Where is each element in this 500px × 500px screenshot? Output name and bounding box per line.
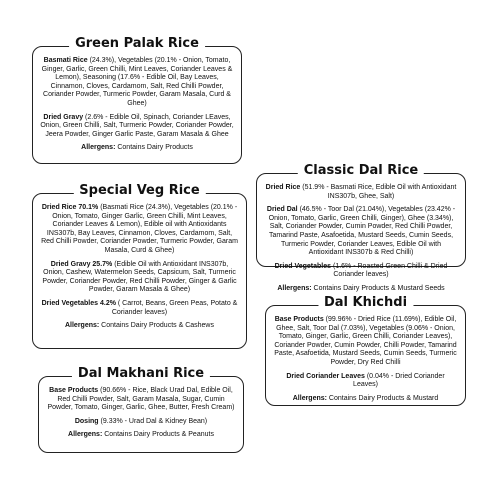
ingredient-dried-gravy [40, 114, 234, 140]
allergens-label: Allergens: [292, 394, 327, 402]
card-title: Dal Khichdi [318, 295, 413, 310]
ingredient-dosing [46, 418, 236, 427]
ingredient-base-products [273, 316, 458, 368]
ingredient-text: (2.6% - Edible Oil, Spinach, Coriander LEaves, Onion, Green Chilli, Salt, Turmeric Powder, Coriander Powder, Jeera Powder, Ginger Garlic Paste, Garam Masala & Ghee [40, 113, 234, 138]
ingredient-dried-gravy [40, 261, 239, 295]
ingredient-dried-vegetables [264, 263, 458, 280]
allergens-text: Contains Dairy Products & Mustard Seeds [311, 284, 445, 292]
ingredient-label: Dried Dal [266, 206, 298, 214]
ingredient-label: Base Products [49, 387, 99, 394]
card-special-veg-rice [32, 183, 247, 349]
allergens-text: Contains Dairy Products [115, 144, 193, 152]
allergens-label: Allergens: [64, 322, 100, 330]
allergens-text: Contains Dairy Products & Mustard [326, 394, 439, 402]
ingredient-label: Dried Vegetables [274, 262, 332, 270]
ingredient-label: Base Products [274, 316, 324, 323]
ingredient-text: (51.9% - Basmati Rice, Edible Oil with Antioxidant INS307b, Ghee, Salt) [300, 184, 457, 200]
card-title: Special Veg Rice [73, 183, 205, 198]
ingredient-text: (0.04% - Dried Coriander Leaves) [353, 372, 445, 389]
ingredient-label: Dried Gravy 25.7% [50, 260, 113, 268]
card-dal-khichdi [265, 295, 466, 406]
ingredient-text: (Edible Oil with Antioxidant INS307b, Onion, Cashew, Watermelon Seeds, Capsicum, Salt, Turmeric Powder, Coriander Powder, Red Chilli Powder, Ginger & Garlic Powder, Garam Masala & Ghee) [42, 260, 237, 294]
allergens-text: Contains Dairy Products & Peanuts [102, 431, 214, 439]
card-dal-makhani-rice [38, 366, 244, 453]
ingredient-dried-vegetables [40, 300, 239, 317]
ingredient-text: (90.66% - Rice, Black Urad Dal, Edible Oil, Red Chilli Powder, Salt, Garam Masala, Sugar, Cumin Powder, Tomato, Ginger, Garlic, Ghee, Butter, Fresh Cream) [47, 387, 235, 412]
ingredient-label: Dried Rice 70.1% [41, 204, 99, 211]
card-title: Classic Dal Rice [298, 163, 424, 178]
ingredient-label: Dried Rice [265, 184, 301, 191]
allergens [264, 285, 458, 294]
ingredient-label: Dried Vegetables 4.2% [41, 299, 116, 307]
ingredient-label: Dried Coriander Leaves [286, 372, 365, 380]
ingredient-text: (99.96% - Dried Rice (11.69%), Edible Oil, Ghee, Salt, Toor Dal (7.03%), Vegetables (9.06% - Onion, Tomato, Ginger, Garlic, Green Chilli, Coriander Leaves), Coriander Powder, Cumin Powder, Chilli Powder, Tamarind Paste, Asafoetida, Mustard Seeds, Cumin Seeds, Turmeric Powder, Dry Red Chilli [274, 316, 457, 366]
ingredient-label: Basmati Rice [43, 57, 88, 64]
allergens [40, 144, 234, 153]
allergens-label: Allergens: [81, 144, 116, 152]
ingredient-label: Dried Gravy [43, 113, 84, 121]
allergens-label: Allergens: [277, 284, 312, 292]
ingredient-dried-dal [264, 206, 458, 258]
allergens-label: Allergens: [68, 431, 103, 439]
allergens-text: Contains Dairy Products & Cashews [99, 322, 214, 330]
allergens [40, 322, 239, 331]
ingredient-dried-rice [40, 204, 239, 256]
ingredient-dried-coriander-leaves [273, 373, 458, 390]
ingredient-text: (46.5% - Toor Dal (21.04%), Vegetables (23.42% - Onion, Tomato, Garlic, Green Chilli, Ginger), Ghee (3.34%), Salt, Coriander Powder, Cumin Powder, Red Chilli Powder, Tamarind Paste, Asafoetida, Mustard Seeds, Cumin Seeds, Turmeric Powder, Coriander Leaves, Edible Oil with Antioxidant INS307b & Red Chilli) [268, 206, 456, 257]
card-title: Green Palak Rice [69, 36, 205, 51]
card-title: Dal Makhani Rice [72, 366, 210, 381]
ingredient-dried-rice [264, 184, 458, 201]
card-green-palak-rice [32, 36, 242, 164]
ingredient-text: (1.6% - Roasted Green Chilli & Dried Coriander leaves) [331, 262, 448, 279]
ingredient-basmati-rice [40, 57, 234, 109]
card-classic-dal-rice [256, 163, 466, 292]
allergens [273, 395, 458, 404]
allergens [46, 431, 236, 440]
ingredient-text: (Basmati Rice (24.3%), Vegetables (20.1% - Onion, Tomato, Ginger Garlic, Green Chilli, Mint Leaves, Coriander Leaves & Lemon), Edible oil with Antioxidants INS307b, Bay Leaves, Cinnamon, Cloves, Cardamom, Salt, Red Chilli Powder, Coriander Powder, Turmeric Powder, Garam Masala, Curd & Ghee) [41, 204, 238, 254]
ingredient-base-products [46, 387, 236, 413]
ingredient-text: (9.33% - Urad Dal & Kidney Bean) [98, 417, 208, 425]
ingredient-text: (24.3%), Vegetables (20.1% - Onion, Tomato, Ginger, Garlic, Green Chilli, Mint Leaves, Coriander Leaves & Lemon), Seasoning (17.6% - Edible Oil, Bay Leaves, Cinnamon, Cloves, Cardamom, Salt, Red Chilli Powder, Coriander Powder, Turmeric Powder, Garam Masala, Curd & Ghee) [41, 57, 233, 107]
ingredient-label: Dosing [74, 417, 99, 425]
ingredient-text: ( Carrot, Beans, Green Peas, Potato & Coriander leaves) [111, 299, 238, 316]
